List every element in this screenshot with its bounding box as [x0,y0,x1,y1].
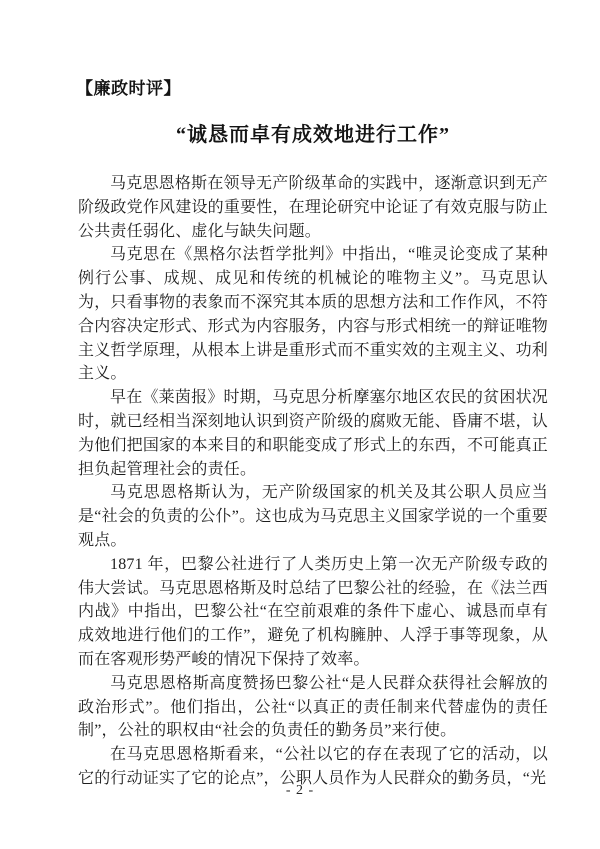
category-header: 【廉政时评】 [76,79,181,98]
paragraph-3: 早在《莱茵报》时期，马克思分析摩塞尔地区农民的贫困状况时，就已经相当深刻地认识到资产阶级的腐败无能、昏庸不堪，认为他们把国家的本来目的和职能变成了形式上的东西，不可能真正担负起管理社会的责任。 [78,389,548,478]
paragraph-4: 马克思恩格斯认为，无产阶级国家的机关及其公职人员应当是“社会的负责的公仆”。这也成为马克思主义国家学说的一个重要观点。 [78,484,548,549]
paragraph-6: 马克思恩格斯高度赞扬巴黎公社“是人民群众获得社会解放的政治形式”。他们指出，公社“以真正的责任制来代替虚伪的责任制”，公社的职权由“社会的负责任的勤务员”来行使。 [78,674,548,740]
paragraph-5: 1871 年，巴黎公社进行了人类历史上第一次无产阶级专政的伟大尝试。马克思恩格斯及时总结了巴黎公社的经验，在《法兰西内战》中指出，巴黎公社“在空前艰难的条件下虚心、诚恳而卓有成效地进行他们的工作”，避免了机构臃肿、人浮于事等现象，从而在客观形势严峻的情况下保持了效率。 [78,555,548,668]
paragraph-7: 在马克思恩格斯看来，“公社以它的存在表现了它的活动，以它的行动证实了它的论点”，公职人员作为人民群众的勤务员，“光 [78,746,548,787]
paragraph-1: 马克思恩格斯在领导无产阶级革命的实践中，逐渐意识到无产阶级政党作风建设的重要性，在理论研究中论证了有效克服与防止公共责任弱化、虚化与缺失问题。 [78,175,548,240]
page-title: “诚恳而卓有成效地进行工作” [176,124,450,146]
page-number: - 2 - [285,783,315,798]
article-body [78,172,548,791]
paragraph-2: 马克思在《黑格尔法哲学批判》中指出，“唯灵论变成了某种例行公事、成规、成见和传统的机械论的唯物主义”。马克思认为，只看事物的表象而不深究其本质的思想方法和工作作风，不符合内容决定形式、形式为内容服务，内容与形式相统一的辩证唯物主义哲学原理，从根本上讲是重形式而不重实效的主观主义、功利主义。 [78,246,548,383]
